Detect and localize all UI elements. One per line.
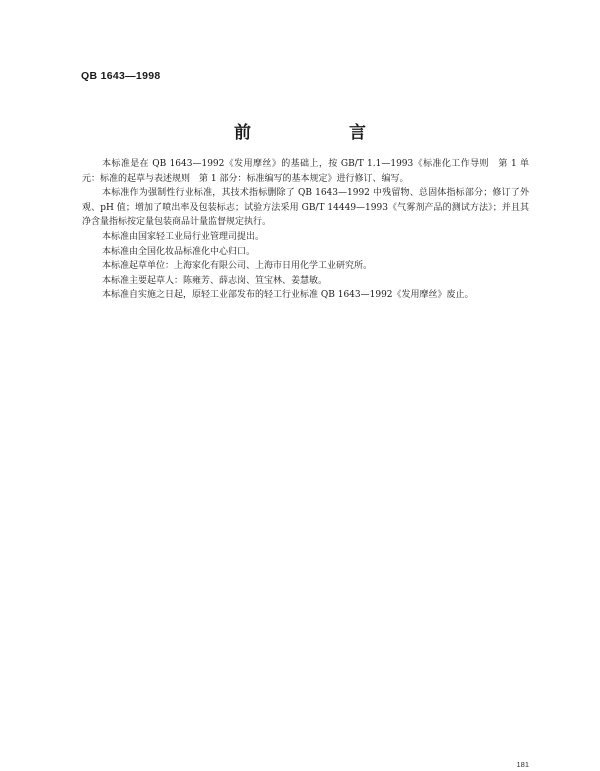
- paragraph-1: 本标准是在 QB 1643—1992《发用摩丝》的基础上，按 GB/T 1.1—1993《标准化工作导则 第 1 单元：标准的起草与表述规则 第 1 部分：标准编写的基本规定》进行修订、编写。: [82, 159, 529, 184]
- paragraph-3: 本标准由国家轻工业局行业管理司提出。: [102, 231, 265, 242]
- standard-code: QB 1643—1998: [81, 70, 161, 82]
- paragraph-2: 本标准作为强制性行业标准，其技术指标删除了 QB 1643—1992 中残留物、总固体指标部分；修订了外观、pH 值；增加了喷出率及包装标志；试验方法采用 GB/T 14449—1993《气雾剂产品的测试方法》；并且其净含量指标按定量包装商品计量监督规定执行。: [82, 188, 529, 228]
- page-number: 181: [516, 760, 529, 769]
- paragraph-7: 本标准自实施之日起，原轻工业部发布的轻工行业标准 QB 1643—1992《发用摩丝》废止。: [102, 290, 474, 301]
- paragraph-4: 本标准由全国化妆品标准化中心归口。: [102, 246, 256, 257]
- paragraph-6: 本标准主要起草人：陈雍芳、薛志岗、笪宝林、姜慧敏。: [102, 275, 328, 286]
- page-title: 前 言: [234, 123, 412, 143]
- foreword-body: [82, 157, 529, 303]
- paragraph-5: 本标准起草单位：上海家化有限公司、上海市日用化学工业研究所。: [102, 261, 373, 272]
